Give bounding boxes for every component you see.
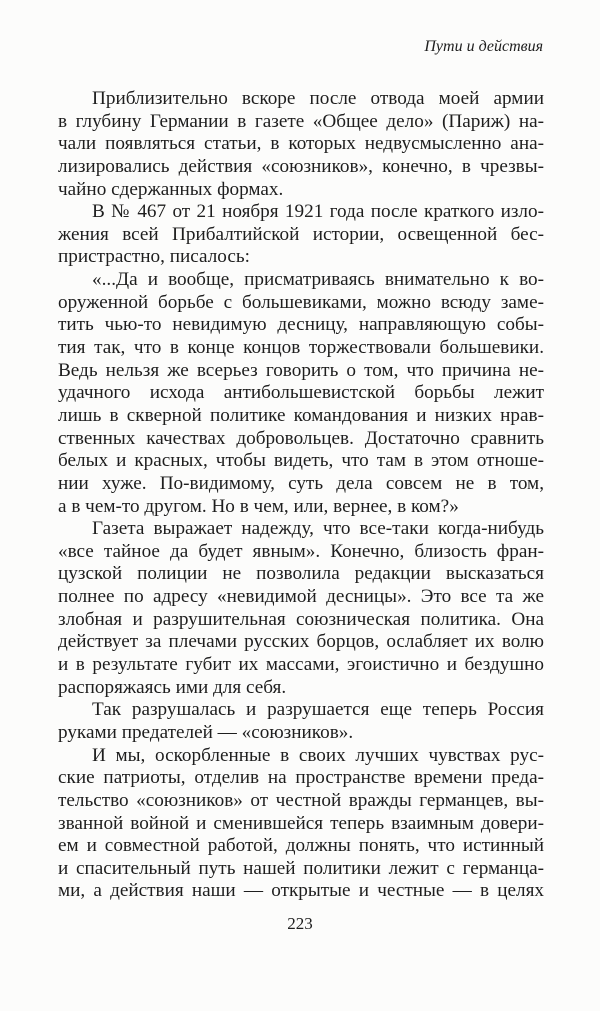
running-head: Пути и действия: [424, 38, 543, 55]
paragraph: [58, 269, 544, 518]
text-line: а в чем-то другом. Но в чем, или, вернее, в ком?»: [58, 495, 459, 517]
text-line: «все тайное да будет явным». Конечно, близость фран-: [58, 540, 544, 562]
text-line: Приблизительно вскоре после отвода моей армии: [92, 88, 544, 109]
text-line: ми, а действия наши — открытые и честные — в целях: [58, 880, 544, 902]
text-line: Так разрушалась и разрушается еще теперь Россия: [92, 699, 544, 721]
text-line: ские патриоты, отделив на пространстве времени преда-: [58, 767, 544, 789]
paragraph: [58, 201, 544, 269]
text-line: в глубину Германии в газете «Общее дело» (Париж) на-: [58, 110, 544, 132]
text-line: белых и красных, чтобы видеть, что там в этом отноше-: [58, 450, 544, 472]
text-line: пристрастно, писалось:: [58, 246, 250, 268]
text-line: Ведь нельзя же всерьез говорить о том, что причина не-: [58, 359, 544, 381]
text-line: и в результате губит их массами, эгоистично и бездушно: [58, 654, 544, 676]
text-line: В № 467 от 21 ноября 1921 года после краткого изло-: [92, 201, 544, 223]
text-line: тить чью-то невидимую десницу, направляющую собы-: [58, 314, 544, 336]
paragraph: [58, 745, 544, 903]
paragraph: [58, 699, 544, 744]
text-line: руками предателей — «союзников».: [58, 721, 354, 743]
body-text: [58, 88, 544, 903]
text-line: чали появляться статьи, в которых недвусмысленно ана-: [58, 133, 544, 155]
text-line: и спасительный путь нашей политики лежит с германца-: [58, 857, 544, 879]
text-line: нии хуже. По-видимому, суть дела совсем не в том,: [58, 472, 544, 494]
text-line: жения всей Прибалтийской истории, освещенной бес-: [58, 223, 544, 245]
text-line: распоряжаясь ими для себя.: [58, 676, 287, 698]
text-line: удачного исхода антибольшевистской борьбы лежит: [58, 382, 544, 404]
text-line: лишь в скверной политике командования и низких нрав-: [58, 404, 544, 426]
text-line: тельство «союзников» от честной вражды германцев, вы-: [58, 789, 544, 811]
text-line: чайно сдержанных формах.: [58, 178, 284, 200]
text-line: И мы, оскорбленные в своих лучших чувствах рус-: [92, 744, 544, 766]
text-line: званной войной и сменившейся теперь взаимным довери-: [58, 812, 544, 834]
paragraph: [58, 518, 544, 699]
text-line: злобная и разрушительная союзническая политика. Она: [58, 608, 544, 630]
text-line: цузской полиции не позволила редакции высказаться: [58, 563, 544, 585]
text-line: тия так, что в конце концов торжествовали большевики.: [58, 337, 544, 359]
text-line: оруженной борьбе с большевиками, можно всюду заме-: [58, 291, 544, 313]
text-line: действует за плечами русских борцов, ослабляет их волю: [58, 631, 544, 653]
paragraph: [58, 88, 544, 201]
text-line: ственных качествах добровольцев. Достаточно сравнить: [58, 427, 544, 449]
text-line: «...Да и вообще, присматриваясь внимательно к во-: [92, 269, 544, 291]
text-line: Газета выражает надежду, что все-таки когда-нибудь: [92, 518, 544, 540]
page-number: 223: [287, 914, 313, 933]
text-line: лизировались действия «союзников», конечно, в чрезвы-: [58, 155, 544, 177]
text-line: полнее по адресу «невидимой десницы». Это все та же: [58, 586, 544, 608]
text-line: ем и совместной работой, должны понять, что истинный: [58, 835, 544, 857]
